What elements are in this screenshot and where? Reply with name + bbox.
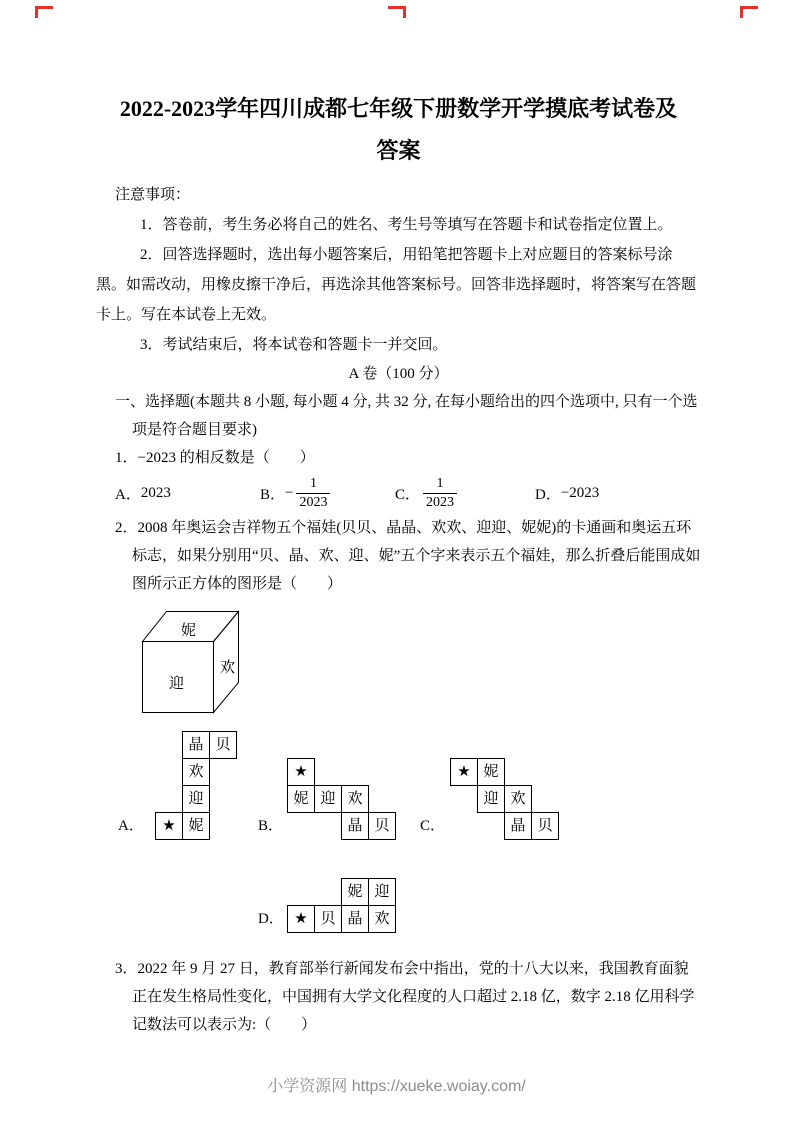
net-cell-empty xyxy=(314,812,342,840)
cube-front-label: 迎 xyxy=(169,676,185,692)
net-cell: 欢 xyxy=(182,758,210,786)
option-B-numerator: 1 xyxy=(296,475,330,494)
page-title xyxy=(96,88,701,172)
question-3-text: 3．2022 年 9 月 27 日，教育部举行新闻发布会中指出，党的十八大以来，我国教育面貌正在发生格局性变化，中国拥有大学文化程度的人口超过 2.18 亿，数字 2.18 亿用科学记数法可以表示为:（ ） xyxy=(115,961,695,1033)
net-cell: 欢 xyxy=(368,905,396,933)
cube-drawing xyxy=(141,610,241,716)
option-C-denominator: 2023 xyxy=(426,494,455,510)
net-cell-empty xyxy=(477,812,505,840)
net-cell: 欢 xyxy=(504,785,532,813)
option-C-fraction xyxy=(423,475,457,511)
section-intro: 一、选择题(本题共 8 小题, 每小题 4 分, 共 32 分, 在每小题给出的四个选项中, 只有一个选项是符合题目要求) xyxy=(115,394,698,438)
net-label-D: D． xyxy=(258,911,284,927)
crop-mark-center xyxy=(388,6,406,18)
crop-mark-left xyxy=(35,6,53,18)
net-option-C xyxy=(450,758,558,839)
net-cell-star: ★ xyxy=(155,812,183,840)
net-cell: 晶 xyxy=(504,812,532,840)
option-D-value: −2023 xyxy=(560,484,600,501)
net-cell-empty xyxy=(504,758,532,786)
note-item-3: 3．考试结束后，将本试卷和答题卡一并交回。 xyxy=(140,337,448,353)
cube-figure xyxy=(141,610,701,721)
net-cell-star: ★ xyxy=(450,758,478,786)
option-C-numerator: 1 xyxy=(423,475,457,494)
cube-right-label: 欢 xyxy=(220,660,236,676)
net-cell-empty xyxy=(155,758,183,786)
net-cell: 迎 xyxy=(477,785,505,813)
net-option-D xyxy=(287,878,395,932)
net-cell: 晶 xyxy=(182,731,210,759)
net-label-A: A． xyxy=(118,818,144,834)
net-cell: 迎 xyxy=(368,878,396,906)
net-cell: 妮 xyxy=(341,878,369,906)
option-A-label: A． xyxy=(115,486,141,503)
net-cell: 迎 xyxy=(314,785,342,813)
net-cell-empty xyxy=(314,878,342,906)
net-cell-empty xyxy=(209,758,237,786)
net-option-B xyxy=(287,758,395,839)
net-cell-empty xyxy=(531,785,559,813)
net-label-C: C． xyxy=(420,818,446,834)
option-B-denominator: 2023 xyxy=(299,494,328,510)
page-title-line1: 2022-2023学年四川成都七年级下册数学开学摸底考试卷及 xyxy=(119,96,678,121)
net-option-A xyxy=(155,731,236,839)
question-2-text: 2．2008 年奥运会吉祥物五个福娃(贝贝、晶晶、欢欢、迎迎、妮妮)的卡通画和奥运五环标志，如果分别用“贝、晶、欢、迎、妮”五个字来表示五个福娃，那么折叠后能围成如图所示正方体的图形是（ ） xyxy=(115,520,701,592)
net-cell: 贝 xyxy=(209,731,237,759)
option-D-label: D． xyxy=(535,486,561,503)
net-cell-empty xyxy=(155,731,183,759)
net-cell-star: ★ xyxy=(287,905,315,933)
option-A-value: 2023 xyxy=(140,484,171,501)
cube-top-label: 妮 xyxy=(181,623,197,639)
net-cell: 妮 xyxy=(182,812,210,840)
answer-nets-figure xyxy=(96,731,701,943)
note-item-1: 1．答卷前，考生务必将自己的姓名、考生号等填写在答题卡和试卷指定位置上。 xyxy=(140,217,673,233)
net-cell: 晶 xyxy=(341,812,369,840)
net-cell-empty xyxy=(209,812,237,840)
footer-site-url: https://xueke.woiay.com/ xyxy=(351,1078,526,1095)
net-cell-empty xyxy=(531,758,559,786)
question-1-option-B xyxy=(260,475,395,511)
question-1-text: 1．−2023 的相反数是（ ） xyxy=(115,450,315,466)
net-cell: 迎 xyxy=(182,785,210,813)
notes-heading: 注意事项： xyxy=(115,187,191,203)
net-cell: 贝 xyxy=(314,905,342,933)
footer-site-name: 小学资源网 xyxy=(267,1078,348,1095)
net-cell: 贝 xyxy=(531,812,559,840)
option-B-label: B． xyxy=(260,486,286,503)
page-title-line2: 答案 xyxy=(376,138,421,163)
option-C-label: C． xyxy=(395,486,421,503)
net-cell-empty xyxy=(368,758,396,786)
option-B-sign: − xyxy=(285,484,294,501)
net-cell-empty xyxy=(368,785,396,813)
option-B-fraction xyxy=(296,475,330,511)
net-cell: 妮 xyxy=(287,785,315,813)
crop-mark-right xyxy=(740,6,758,18)
net-cell-star: ★ xyxy=(287,758,315,786)
net-cell-empty xyxy=(450,812,478,840)
net-cell: 欢 xyxy=(341,785,369,813)
page-footer xyxy=(0,1073,793,1096)
net-cell-empty xyxy=(314,758,342,786)
net-cell: 妮 xyxy=(477,758,505,786)
net-cell: 贝 xyxy=(368,812,396,840)
net-cell-empty xyxy=(287,812,315,840)
net-cell: 晶 xyxy=(341,905,369,933)
net-cell-empty xyxy=(450,785,478,813)
question-1-options xyxy=(115,472,701,514)
question-1-option-C xyxy=(395,475,535,511)
net-cell-empty xyxy=(287,878,315,906)
volume-heading: A 卷（100 分） xyxy=(348,366,449,382)
net-cell-empty xyxy=(155,785,183,813)
question-1-option-A xyxy=(115,483,260,504)
net-cell-empty xyxy=(209,785,237,813)
net-label-B: B． xyxy=(258,818,284,834)
note-item-2: 2．回答选择题时，选出每小题答案后，用铅笔把答题卡上对应题目的答案标号涂黑。如需改动，用橡皮擦干净后，再选涂其他答案标号。回答非选择题时，将答案写在答题卡上。写在本试卷上无效。 xyxy=(96,247,697,323)
question-1-option-D xyxy=(535,483,599,504)
net-cell-empty xyxy=(341,758,369,786)
